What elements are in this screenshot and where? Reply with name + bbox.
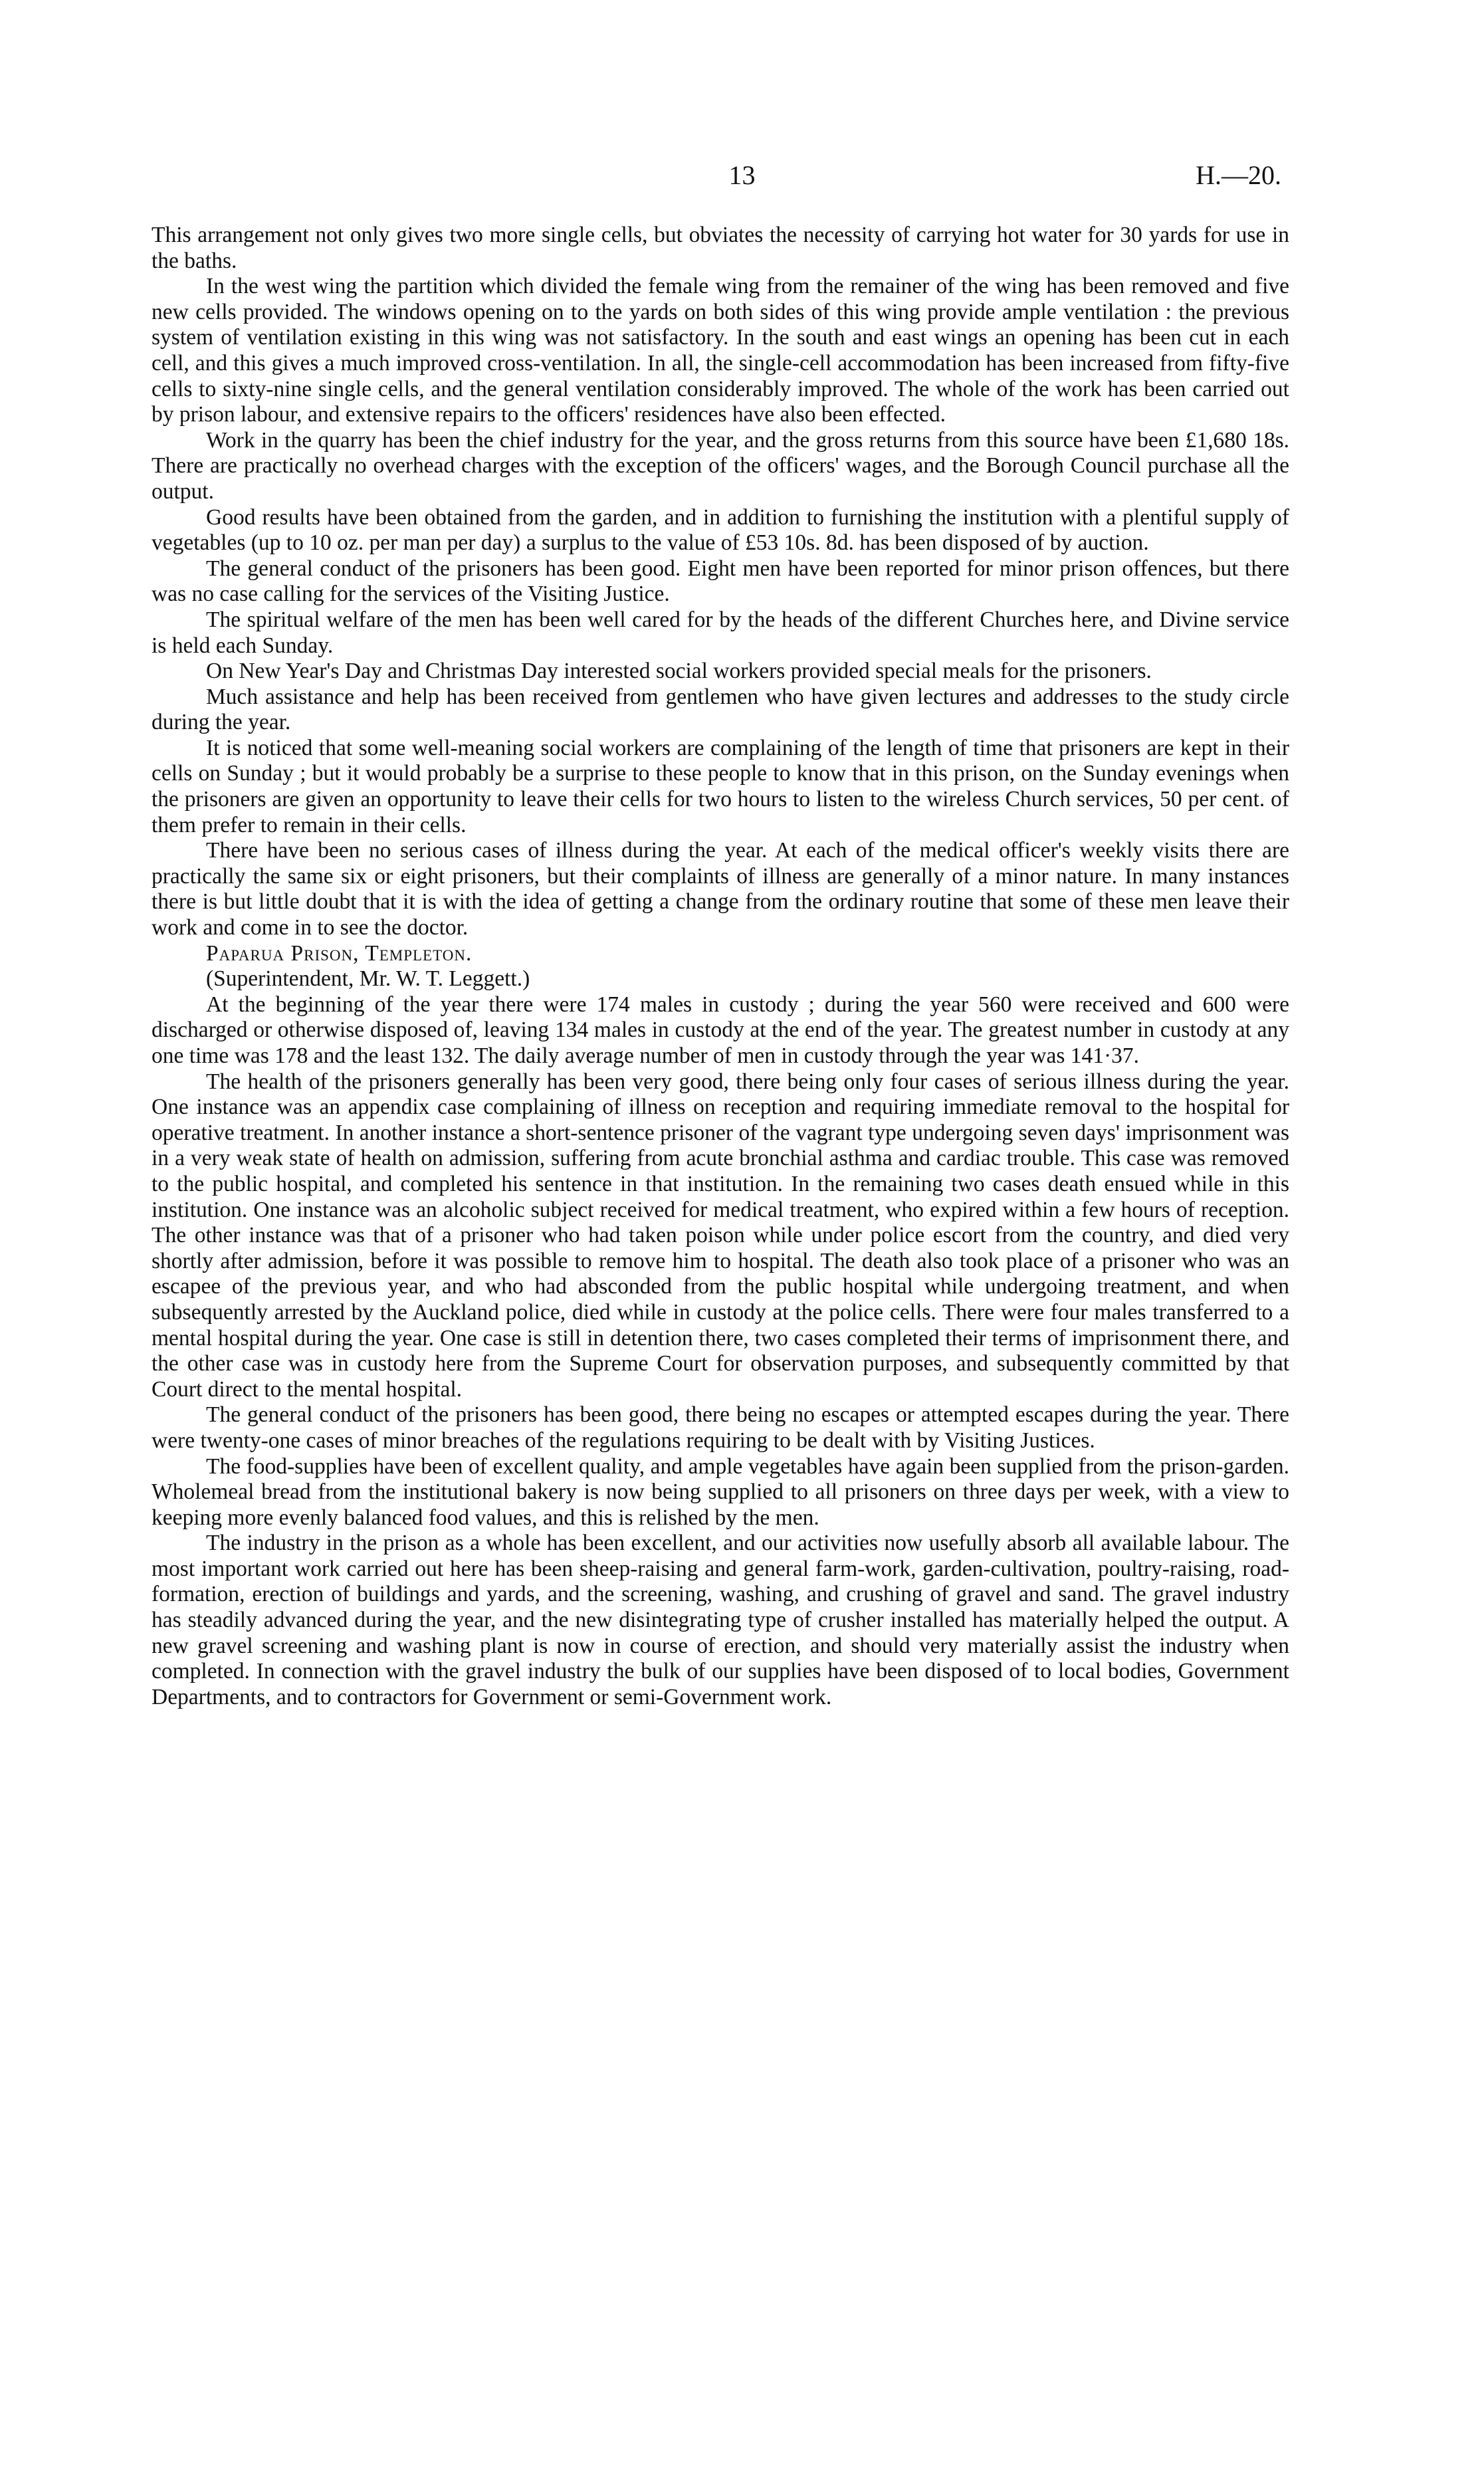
paragraph: There have been no serious cases of illness during the year. At each of the medical officer's weekly visits there are practically the same six or eight prisoners, but their complaints of illness are generally of a minor nature. In many instances there is but little doubt that it is with the idea of getting a change from the ordinary routine that some of these men leave their work and come in to see the doctor. [152,838,1289,940]
paragraph: The general conduct of the prisoners has been good. Eight men have been reported for minor prison offences, but there was no case calling for the services of the Visiting Justice. [152,556,1289,607]
paragraph: It is noticed that some well-meaning social workers are complaining of the length of time that prisoners are kept in their cells on Sunday ; but it would probably be a surprise to these people to know that in this prison, on the Sunday evenings when the prisoners are given an opportunity to leave their cells for two hours to listen to the wireless Church services, 50 per cent. of them prefer to remain in their cells. [152,735,1289,837]
document-body [152,223,1289,1710]
document-reference: H.—20. [1196,160,1281,190]
paragraph: This arrangement not only gives two more single cells, but obviates the necessity of carrying hot water for 30 yards for use in the baths. [152,223,1289,273]
paragraph: The industry in the prison as a whole has been excellent, and our activities now usefully absorb all available labour. The most important work carried out here has been sheep-raising and general farm-work, garden-cultivation, poultry-raising, road-formation, erection of buildings and yards, and the screening, washing, and crushing of gravel and sand. The gravel industry has steadily advanced during the year, and the new disintegrating type of crusher installed has materially helped the output. A new gravel screening and washing plant is now in course of erection, and should very materially assist the industry when completed. In connection with the gravel industry the bulk of our supplies have been disposed of to local bodies, Government Departments, and to contractors for Government or semi-Government work. [152,1531,1289,1709]
paragraph: The food-supplies have been of excellent quality, and ample vegetables have again been supplied from the prison-garden. Wholemeal bread from the institutional bakery is now being supplied to all prisoners on three days per week, with a view to keeping more evenly balanced food values, and this is relished by the men. [152,1454,1289,1530]
paragraph: The health of the prisoners generally has been very good, there being only four cases of serious illness during the year. One instance was an appendix case complaining of illness on reception and requiring immediate removal to the hospital for operative treatment. In another instance a short-sentence prisoner of the vagrant type undergoing seven days' imprisonment was in a very weak state of health on admission, suffering from acute bronchial asthma and cardiac trouble. This case was removed to the public hospital, and completed his sentence in that institution. In the remaining two cases death ensued while in this institution. One instance was an alcoholic subject received for medical treatment, who expired within a few hours of reception. The other instance was that of a prisoner who had taken poison while under police escort from the country, and died very shortly after admission, before it was possible to remove him to hospital. The death also took place of a prisoner who was an escapee of the previous year, and who had absconded from the public hospital while undergoing treatment, and when subsequently arrested by the Auckland police, died while in custody at the police cells. There were four males transferred to a mental hospital during the year. One case is still in detention there, two cases completed their terms of imprisonment there, and the other case was in custody here from the Supreme Court for observation purposes, and subsequently committed by that Court direct to the mental hospital. [152,1069,1289,1402]
section-heading: Paparua Prison, Templeton. [206,940,473,966]
paragraph: At the beginning of the year there were 174 males in custody ; during the year 560 were received and 600 were discharged or otherwise disposed of, leaving 134 males in custody at the end of the year. The greatest number in custody at any one time was 178 and the least 132. The daily average number of men in custody through the year was 141·37. [152,992,1289,1068]
paragraph: The spiritual welfare of the men has been well cared for by the heads of the different Churches here, and Divine service is held each Sunday. [152,607,1289,658]
section-subheading: (Superintendent, Mr. W. T. Leggett.) [206,966,530,992]
paragraph: Work in the quarry has been the chief industry for the year, and the gross returns from this source have been £1,680 18s. There are practically no overhead charges with the exception of the officers' wages, and the Borough Council purchase all the output. [152,427,1289,504]
paragraph: On New Year's Day and Christmas Day interested social workers provided special meals for the prisoners. [206,659,1152,684]
paragraph: Much assistance and help has been received from gentlemen who have given lectures and addresses to the study circle during the year. [152,684,1289,735]
page-number: 13 [728,160,756,190]
paragraph: The general conduct of the prisoners has been good, there being no escapes or attempted escapes during the year. There were twenty-one cases of minor breaches of the regulations requiring to be dealt with by Visiting Justices. [152,1402,1289,1453]
paragraph: In the west wing the partition which divided the female wing from the remainer of the wing has been removed and five new cells provided. The windows opening on to the yards on both sides of this wing provide ample ventilation : the previous system of ventilation existing in this wing was not satisfactory. In the south and east wings an opening has been cut in each cell, and this gives a much improved cross-ventilation. In all, the single-cell accommodation has been increased from fifty-five cells to sixty-nine single cells, and the general ventilation considerably improved. The whole of the work has been carried out by prison labour, and extensive repairs to the officers' residences have also been effected. [152,274,1289,427]
paragraph: Good results have been obtained from the garden, and in addition to furnishing the institution with a plentiful supply of vegetables (up to 10 oz. per man per day) a surplus to the value of £53 10s. 8d. has been disposed of by auction. [152,504,1289,556]
